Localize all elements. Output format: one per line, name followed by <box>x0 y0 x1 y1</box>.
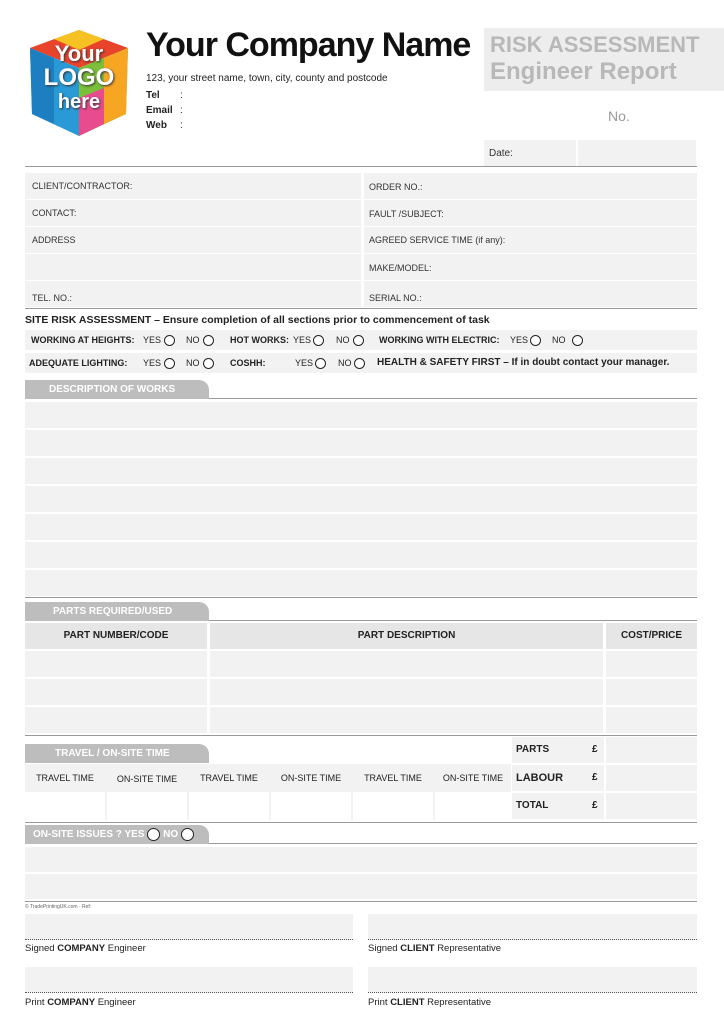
travel-header-1: TRAVEL TIME <box>25 764 105 792</box>
contact-field[interactable]: CONTACT: <box>25 200 361 226</box>
part-number-header: PART NUMBER/CODE <box>25 623 207 649</box>
onsite-entry-3[interactable] <box>435 794 511 820</box>
print-client-label: Print CLIENT Representative <box>368 997 492 1008</box>
description-tab: DESCRIPTION OF WORKS <box>25 380 209 399</box>
grand-total-label: TOTAL <box>516 800 549 811</box>
tel-no-field[interactable]: TEL. NO.: <box>25 281 361 307</box>
part-description-header: PART DESCRIPTION <box>210 623 603 649</box>
signed-client-label: Signed CLIENT Representative <box>368 943 502 954</box>
parts-rows[interactable] <box>25 651 697 733</box>
address-field-2[interactable] <box>25 254 361 280</box>
site-risk-heading: SITE RISK ASSESSMENT – Ensure completion of all sections prior to commencement of task <box>25 314 490 326</box>
web-label: Web <box>146 120 167 131</box>
logo-text-1: Your <box>54 41 104 66</box>
date-label: Date: <box>489 148 513 159</box>
signed-client-field[interactable] <box>368 914 697 940</box>
electric-yes-radio[interactable] <box>530 335 541 346</box>
report-title-1: RISK ASSESSMENT <box>490 32 700 57</box>
client-left-column <box>25 173 361 307</box>
lighting-no-radio[interactable] <box>203 358 214 369</box>
report-title-box <box>484 28 724 91</box>
date-value-field[interactable] <box>578 140 696 166</box>
address-field[interactable]: ADDRESS <box>25 227 361 253</box>
travel-entry-2[interactable] <box>189 794 269 820</box>
tel-label: Tel <box>146 90 160 101</box>
signed-company-field[interactable] <box>25 914 353 940</box>
heights-yes-radio[interactable] <box>164 335 175 346</box>
hot-works-yes-radio[interactable] <box>313 335 324 346</box>
cost-price-header: COST/PRICE <box>606 623 697 649</box>
coshh-yes-radio[interactable] <box>315 358 326 369</box>
logo-text-3: here <box>57 91 101 113</box>
hot-works-no-radio[interactable] <box>353 335 364 346</box>
risk-row-1: WORKING AT HEIGHTS: YES NO HOT WORKS: YES NO WORKING WITH ELECTRIC: YES NO <box>25 330 697 350</box>
travel-entry-1[interactable] <box>25 794 105 820</box>
travel-entry-3[interactable] <box>353 794 433 820</box>
date-field[interactable] <box>484 140 576 166</box>
onsite-entry-2[interactable] <box>271 794 351 820</box>
email-label: Email <box>146 105 173 116</box>
heights-no-radio[interactable] <box>203 335 214 346</box>
grand-total-field[interactable] <box>606 793 697 819</box>
report-no-label: No. <box>608 108 630 124</box>
logo-text-2: LOGO <box>43 64 115 91</box>
issues-tab: ON-SITE ISSUES ? YES NO <box>25 825 209 844</box>
travel-tab: TRAVEL / ON-SITE TIME <box>25 744 209 763</box>
agreed-service-time-field[interactable]: AGREED SERVICE TIME (if any): <box>364 227 697 253</box>
issues-line-1[interactable] <box>25 847 697 872</box>
print-client-field[interactable] <box>368 967 697 993</box>
lighting-yes-radio[interactable] <box>164 358 175 369</box>
issues-line-2[interactable] <box>25 874 697 899</box>
issues-yes-radio[interactable] <box>147 828 160 841</box>
company-name: Your Company Name <box>146 26 471 64</box>
print-company-label: Print COMPANY Engineer <box>25 997 136 1008</box>
email-row: Email : <box>146 105 183 116</box>
hs-first-note: HEALTH & SAFETY FIRST – If in doubt contact your manager. <box>377 357 670 368</box>
print-credit: © TradePrintingUK.com · Ref: <box>25 904 92 910</box>
report-title-2: Engineer Report <box>490 58 677 85</box>
risk-row-2: ADEQUATE LIGHTING: YES NO COSHH: YES NO HEALTH & SAFETY FIRST – If in doubt contact your manager. <box>25 353 697 373</box>
labour-total-label: LABOUR <box>516 772 564 784</box>
parts-tab: PARTS REQUIRED/USED <box>25 602 209 621</box>
totals-box: PARTS £ LABOUR £ TOTAL £ <box>512 737 697 821</box>
tel-row: Tel : <box>146 90 183 101</box>
issues-no-radio[interactable] <box>181 828 194 841</box>
parts-total-field[interactable] <box>606 737 697 763</box>
coshh-no-radio[interactable] <box>354 358 365 369</box>
serial-no-field[interactable]: SERIAL NO.: <box>364 281 697 307</box>
client-right-column <box>364 173 697 307</box>
description-lines[interactable] <box>25 402 697 596</box>
make-model-field[interactable]: MAKE/MODEL: <box>364 254 697 280</box>
electric-no-radio[interactable] <box>572 335 583 346</box>
signed-company-label: Signed COMPANY Engineer <box>25 943 146 954</box>
company-address: 123, your street name, town, city, county and postcode <box>146 73 388 84</box>
web-row: Web : <box>146 120 183 131</box>
travel-grid: TRAVEL TIME ON-SITE TIME TRAVEL TIME ON-SITE TIME TRAVEL TIME ON-SITE TIME <box>25 764 511 820</box>
parts-total-label: PARTS <box>516 744 550 755</box>
fault-subject-field[interactable]: FAULT /SUBJECT: <box>364 200 697 226</box>
company-logo <box>28 28 130 138</box>
print-company-field[interactable] <box>25 967 353 993</box>
order-no-field[interactable]: ORDER NO.: <box>364 173 697 199</box>
client-contractor-field[interactable]: CLIENT/CONTRACTOR: <box>25 173 361 199</box>
labour-total-field[interactable] <box>606 765 697 791</box>
onsite-entry-1[interactable] <box>107 794 187 820</box>
